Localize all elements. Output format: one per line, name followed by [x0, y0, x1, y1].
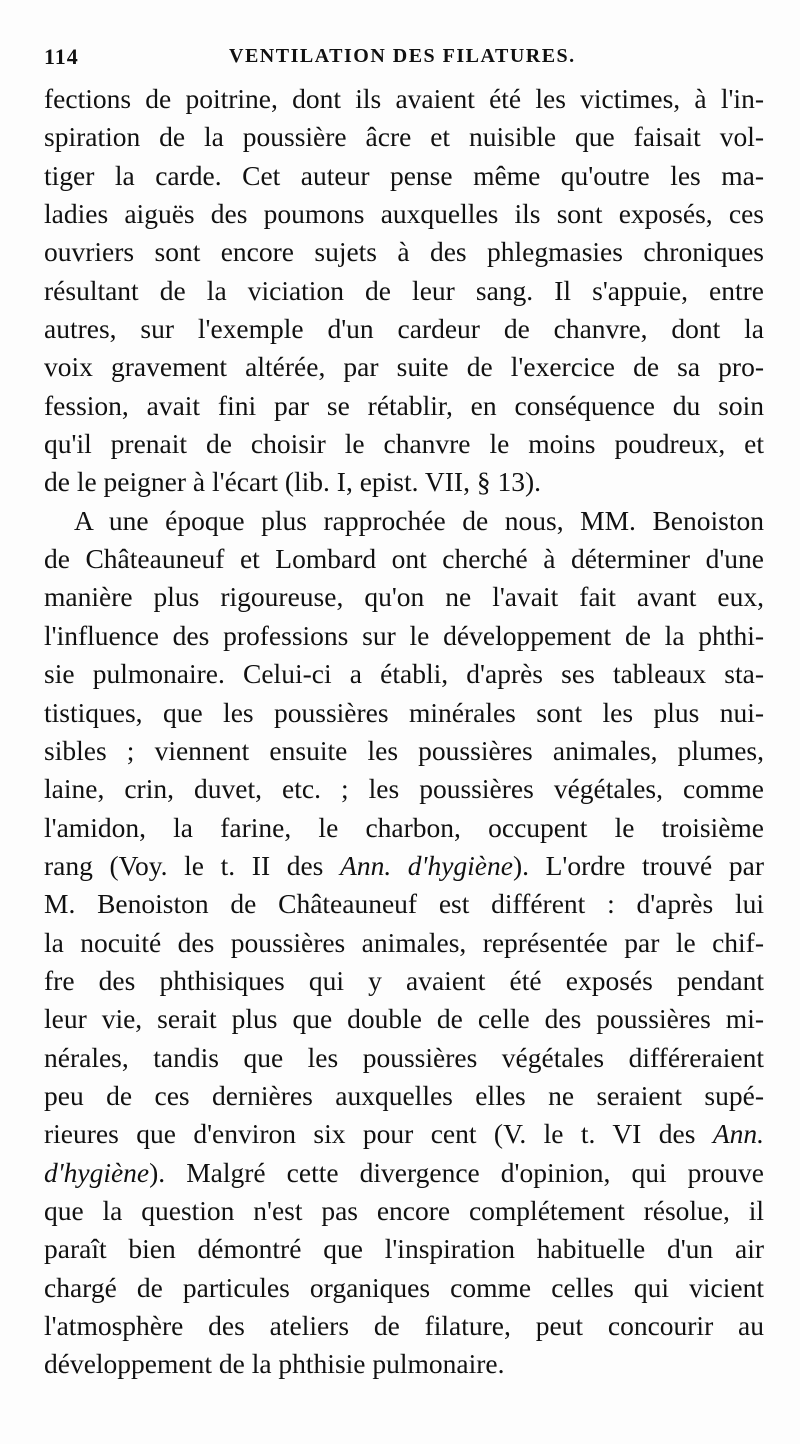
text-line: l'amidon, la farine, le charbon, occupent le troisième: [44, 811, 764, 843]
text-line: ouvriers sont encore sujets à des phlegmasies chroniques: [44, 236, 764, 268]
text-line: chargé de particules organiques comme celles qui vicient: [44, 1271, 764, 1303]
text-line: de Châteauneuf et Lombard ont cherché à déterminer d'une: [44, 543, 764, 575]
text-line: tistiques, que les poussières minérales sont les plus nui-: [44, 696, 764, 728]
text-line: spiration de la poussière âcre et nuisible que faisait vol-: [44, 121, 764, 153]
text-line: de le peigner à l'écart (lib. I, epist. VII, § 13).: [44, 466, 541, 498]
text-line: autres, sur l'exemple d'un cardeur de chanvre, dont la: [44, 313, 764, 345]
paragraph-2: [44, 502, 764, 1384]
text-segment: rieures que d'environ six pour cent (V. le t. VI des: [44, 1118, 713, 1150]
text-line: peu de ces dernières auxquelles elles ne seraient supé-: [44, 1079, 764, 1111]
text-line: sie pulmonaire. Celui-ci a établi, d'après ses tableaux sta-: [44, 658, 764, 690]
text-line: que la question n'est pas encore complétement résolue, il: [44, 1194, 764, 1226]
text-line: fession, avait fini par se rétablir, en conséquence du soin: [44, 389, 764, 421]
text-line: manière plus rigoureuse, qu'on ne l'avait fait avant eux,: [44, 581, 764, 613]
running-title: VENTILATION DES FILATURES.: [229, 45, 576, 67]
text-segment: ). L'ordre trouvé par: [512, 849, 764, 881]
text-line: fre des phthisiques qui y avaient été exposés pendant: [44, 964, 764, 996]
body-text: [44, 80, 764, 1384]
running-head: [44, 44, 764, 74]
text-line: développement de la phthisie pulmonaire.: [44, 1348, 505, 1380]
text-line: qu'il prenait de choisir le chanvre le moins poudreux, et: [44, 428, 764, 460]
text-line-with-reference: [44, 1115, 764, 1153]
text-line-with-reference: [44, 1154, 764, 1192]
text-line: ladies aiguës des poumons auxquelles ils sont exposés, ces: [44, 198, 764, 230]
text-line: leur vie, serait plus que double de celle des poussières mi-: [44, 1003, 764, 1035]
journal-title-italic: Ann. d'hygiène: [340, 849, 513, 881]
journal-title-italic: Ann.: [712, 1118, 764, 1150]
text-line: A une époque plus rapprochée de nous, MM. Benoiston: [74, 504, 764, 536]
text-line: sibles ; viennent ensuite les poussières animales, plumes,: [44, 734, 764, 766]
text-line: M. Benoiston de Châteauneuf est différent : d'après lui: [44, 888, 764, 920]
journal-title-italic: d'hygiène: [44, 1156, 150, 1188]
text-line-with-reference: [44, 847, 764, 885]
text-segment: ). Malgré cette divergence d'opinion, qui prouve: [149, 1156, 764, 1188]
text-line: paraît bien démontré que l'inspiration habituelle d'un air: [44, 1233, 764, 1265]
page-number: 114: [44, 44, 79, 69]
text-line: voix gravement altérée, par suite de l'exercice de sa pro-: [44, 351, 764, 383]
text-line: l'influence des professions sur le développement de la phthi-: [44, 619, 764, 651]
text-line: l'atmosphère des ateliers de filature, peut concourir au: [44, 1310, 764, 1341]
text-line: tiger la carde. Cet auteur pense même qu'outre les ma-: [44, 159, 764, 191]
text-segment: rang (Voy. le t. II des: [44, 849, 341, 881]
text-line: la nocuité des poussières animales, représentée par le chif-: [44, 926, 764, 958]
text-line: résultant de la viciation de leur sang. Il s'appuie, entre: [44, 274, 764, 306]
paragraph-1: [44, 80, 764, 502]
text-line: laine, crin, duvet, etc. ; les poussières végétales, comme: [44, 773, 764, 805]
text-line: nérales, tandis que les poussières végétales différeraient: [44, 1041, 764, 1073]
text-line: fections de poitrine, dont ils avaient été les victimes, à l'in-: [44, 83, 764, 114]
